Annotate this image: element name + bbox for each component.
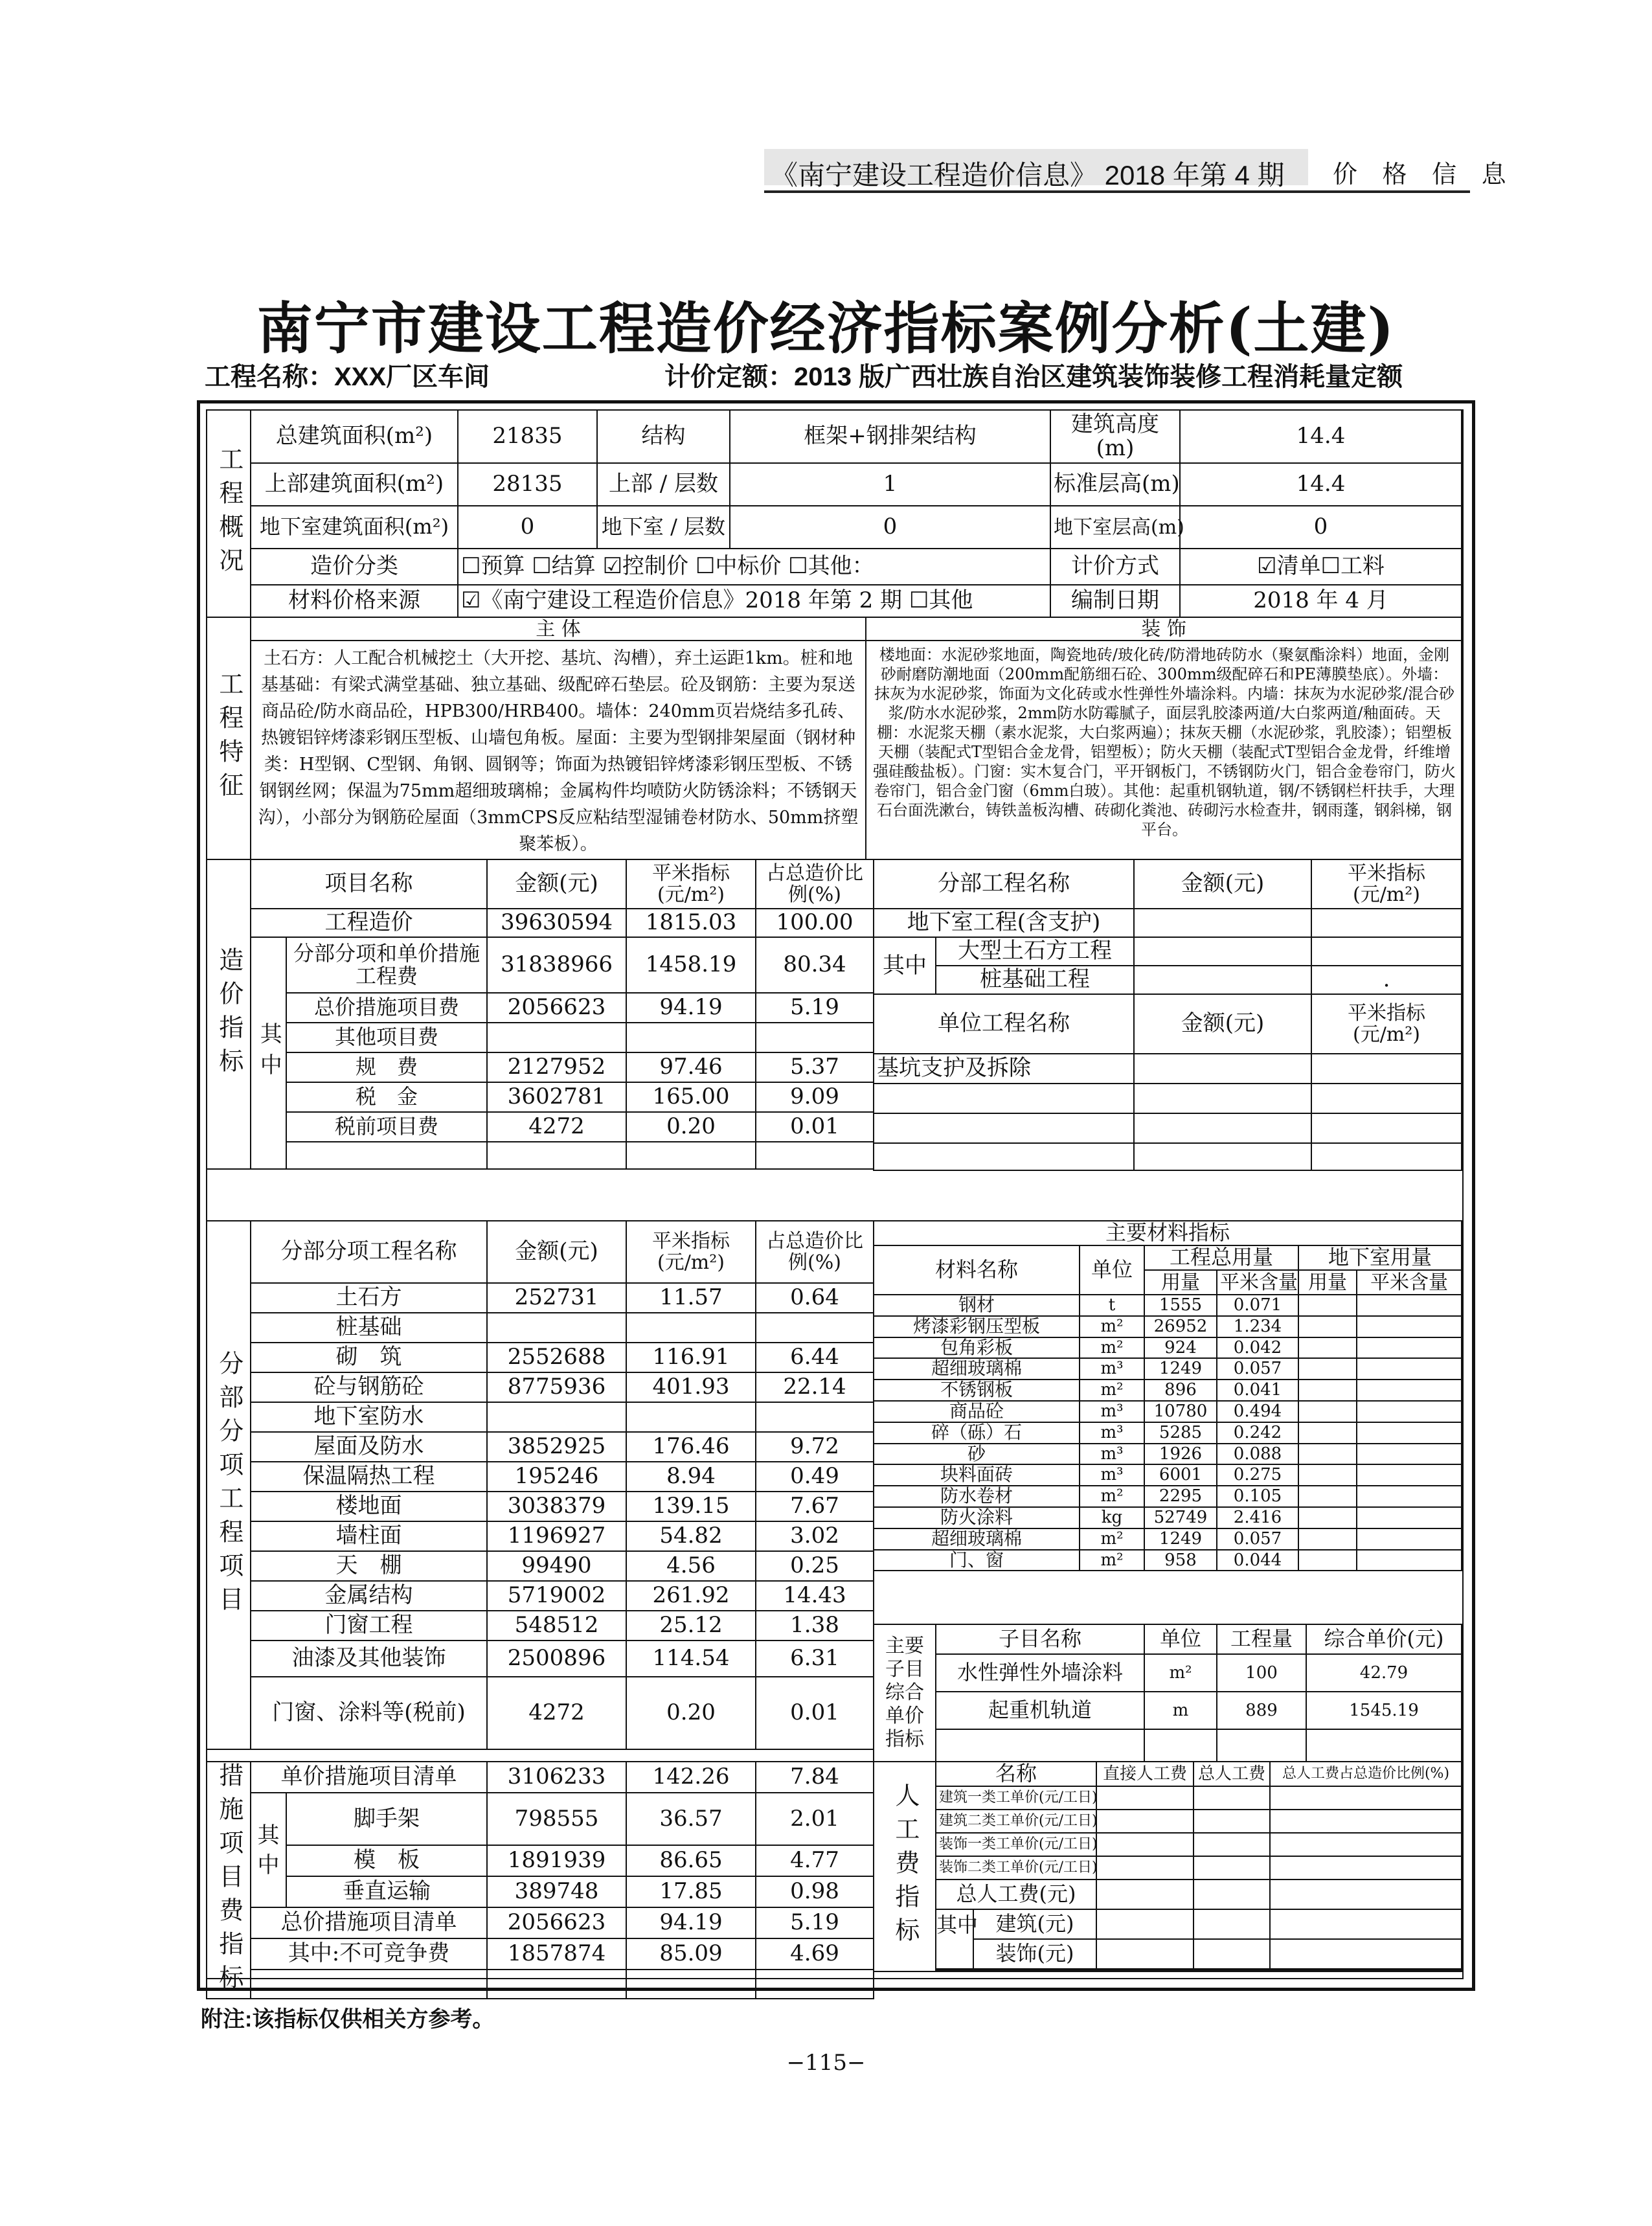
overview-cell: 0 xyxy=(730,506,1050,549)
table-cell: 1.38 xyxy=(756,1611,874,1641)
table-cell: 6.31 xyxy=(756,1641,874,1677)
overview-cell: 建筑高度(m) xyxy=(1050,410,1180,463)
qizhong-label: 其中 xyxy=(251,937,286,1169)
table-cell: 261.92 xyxy=(626,1581,756,1611)
table-cell: 86.65 xyxy=(626,1845,756,1876)
table-row: 商品砼 xyxy=(874,1401,1080,1422)
table-cell: 52749 xyxy=(1144,1507,1217,1528)
table-cell: 896 xyxy=(1144,1380,1217,1401)
sub-items-main-header: 工程量 xyxy=(1217,1624,1306,1654)
table-cell: 2056623 xyxy=(487,993,626,1023)
table-cell: 4.69 xyxy=(756,1938,874,1970)
table-cell: m³ xyxy=(1080,1358,1144,1380)
table-cell: 0.057 xyxy=(1217,1528,1298,1550)
overview-cell: 总建筑面积(m²) xyxy=(251,410,458,463)
table-cell: 39630594 xyxy=(487,909,626,937)
overview-cell: 标准层高(m) xyxy=(1050,463,1180,506)
materials-header: 平米含量 xyxy=(1217,1270,1298,1295)
table-row: 砂 xyxy=(874,1444,1080,1465)
table-row: 税 金 xyxy=(286,1082,487,1112)
table-cell: m xyxy=(1144,1692,1217,1729)
table-cell: 6001 xyxy=(1144,1464,1217,1486)
table-row: 屋面及防水 xyxy=(251,1432,487,1462)
table-row: 装饰二类工单价(元/工日) xyxy=(936,1856,1096,1880)
pricing-method-value: ☑清单☐工料 xyxy=(1180,549,1462,585)
table-row: 金属结构 xyxy=(251,1581,487,1611)
table-cell: 889 xyxy=(1217,1692,1306,1729)
table-row: 保温隔热工程 xyxy=(251,1462,487,1492)
right-header: 平米指标(元/m²) xyxy=(1311,859,1462,909)
table-row: 建筑一类工单价(元/工日) xyxy=(936,1786,1096,1810)
table-cell: 165.00 xyxy=(626,1082,756,1112)
features-decor-header: 装 饰 xyxy=(866,617,1462,641)
qizhong-label: 其中 xyxy=(936,1909,973,1969)
table-cell: 0.01 xyxy=(756,1112,874,1142)
table-row: 脚手架 xyxy=(286,1793,487,1845)
table-cell: 1891939 xyxy=(487,1845,626,1876)
material-source-label: 材料价格来源 xyxy=(251,585,458,617)
materials-header: 地下室用量 xyxy=(1298,1245,1462,1270)
table-cell: 4272 xyxy=(487,1677,626,1749)
table-cell: 5285 xyxy=(1144,1422,1217,1444)
table-row: 装饰一类工单价(元/工日) xyxy=(936,1833,1096,1856)
table-cell: 17.85 xyxy=(626,1876,756,1907)
page-title: 南宁市建设工程造价经济指标案例分析(土建) xyxy=(256,296,1396,361)
table-cell: 0.20 xyxy=(626,1112,756,1142)
overview-cell: 上部建筑面积(m²) xyxy=(251,463,458,506)
labor-table xyxy=(873,1761,1462,1972)
overview-cell: 28135 xyxy=(458,463,597,506)
right-header: 分部工程名称 xyxy=(874,859,1134,909)
table-row: 砌 筑 xyxy=(251,1343,487,1372)
header-publication: 《南宁建设工程造价信息》 2018 年第 4 期 xyxy=(771,160,1285,190)
table-cell: 0.088 xyxy=(1217,1444,1298,1465)
table-cell: 4.77 xyxy=(756,1845,874,1876)
table-row: 门窗、涂料等(税前) xyxy=(251,1677,487,1749)
table-cell: 116.91 xyxy=(626,1343,756,1372)
qizhong-label: 其中 xyxy=(251,1793,286,1907)
table-cell: 9.09 xyxy=(756,1082,874,1112)
table-row: 垂直运输 xyxy=(286,1876,487,1907)
table-cell xyxy=(487,1313,626,1343)
overview-table xyxy=(206,409,1462,618)
compile-date-label: 编制日期 xyxy=(1050,585,1180,617)
table-row: 不锈钢板 xyxy=(874,1380,1080,1401)
table-cell: 36.57 xyxy=(626,1793,756,1845)
table-cell: m³ xyxy=(1080,1422,1144,1444)
table-cell: 3038379 xyxy=(487,1492,626,1521)
features-main-text: 土石方：人工配合机械挖土（大开挖、基坑、沟槽），弃土运距1km。桩和地基基础：有梁式满堂基础、独立基础、级配碎石垫层。砼及钢筋：主要为泵送商品砼/防水商品砼，HPB300/HRB400。墙体：240mm页岩烧结多孔砖、热镀铝锌烤漆彩钢压型板、山墙包角板。屋面：主要为型钢排架屋面（钢材种类：H型钢、C型钢、角钢、圆钢等；饰面为热镀铝锌烤漆彩钢压型板、不锈钢钢丝网；保温为75mm超细玻璃棉；金属构件均喷防火防锈涂料；不锈钢天沟），小部分为钢筋砼屋面（3mmCPS反应粘结型湿铺卷材防水、50mm挤塑聚苯板）。 xyxy=(258,648,859,854)
table-row: 楼地面 xyxy=(251,1492,487,1521)
table-cell: m² xyxy=(1080,1550,1144,1571)
table-cell: m² xyxy=(1080,1486,1144,1507)
table-cell: 0.057 xyxy=(1217,1358,1298,1380)
features-table xyxy=(206,617,1462,860)
pricing-method-label: 计价方式 xyxy=(1050,549,1180,585)
materials-table xyxy=(873,1220,1462,1571)
table-cell: 0.49 xyxy=(756,1462,874,1492)
table-row: 总价措施项目清单 xyxy=(251,1907,487,1938)
materials-title: 主要材料指标 xyxy=(874,1221,1462,1245)
table-cell: 5.19 xyxy=(756,1907,874,1938)
labor-label: 人工费指标 xyxy=(874,1762,936,1971)
table-cell: 31838966 xyxy=(487,937,626,993)
table-cell: 2.416 xyxy=(1217,1507,1298,1528)
table-cell xyxy=(626,1023,756,1052)
materials-header: 用量 xyxy=(1298,1270,1357,1295)
table-cell: 139.15 xyxy=(626,1492,756,1521)
overview-cell: 地下室建筑面积(m²) xyxy=(251,506,458,549)
table-cell: 9.72 xyxy=(756,1432,874,1462)
table-cell: 0.275 xyxy=(1217,1464,1298,1486)
table-cell: 142.26 xyxy=(626,1762,756,1793)
overview-cell: 1 xyxy=(730,463,1050,506)
table-cell: m² xyxy=(1080,1337,1144,1359)
table-cell: 0.105 xyxy=(1217,1486,1298,1507)
sub-items-table xyxy=(206,1220,874,1750)
overview-cell: 框架+钢排架结构 xyxy=(730,410,1050,463)
table-row: 烤漆彩钢压型板 xyxy=(874,1316,1080,1337)
table-cell: 0.98 xyxy=(756,1876,874,1907)
table-cell xyxy=(487,1023,626,1052)
table-cell: 401.93 xyxy=(626,1372,756,1402)
table-cell: 0.242 xyxy=(1217,1422,1298,1444)
qizhong-label: 其中 xyxy=(874,937,936,994)
cost-index-right-table xyxy=(873,859,1462,1171)
table-cell: 176.46 xyxy=(626,1432,756,1462)
table-cell: 195246 xyxy=(487,1462,626,1492)
table-cell: 1196927 xyxy=(487,1521,626,1551)
measures-label: 措施项目费指标 xyxy=(207,1762,251,1999)
labor-header: 总人工费占总造价比例(%) xyxy=(1270,1762,1462,1786)
table-cell: t xyxy=(1080,1295,1144,1316)
table-row: 装饰(元) xyxy=(973,1939,1096,1969)
table-cell: 42.79 xyxy=(1306,1654,1462,1692)
table-cell: 2295 xyxy=(1144,1486,1217,1507)
table-row: 超细玻璃棉 xyxy=(874,1528,1080,1550)
overview-cell: 0 xyxy=(458,506,597,549)
cost-index-header: 项目名称 xyxy=(251,859,487,909)
table-row: 桩基础 xyxy=(251,1313,487,1343)
materials-header: 单位 xyxy=(1080,1245,1144,1295)
table-cell: 4.56 xyxy=(626,1551,756,1581)
overview-cell: 14.4 xyxy=(1180,463,1462,506)
table-cell: 114.54 xyxy=(626,1641,756,1677)
table-cell: 0.64 xyxy=(756,1283,874,1313)
table-cell: 80.34 xyxy=(756,937,874,993)
table-row: 钢材 xyxy=(874,1295,1080,1316)
table-row: 门、窗 xyxy=(874,1550,1080,1571)
table-cell: 5.37 xyxy=(756,1052,874,1082)
header-rule xyxy=(764,190,1470,193)
table-row: 碎（砾）石 xyxy=(874,1422,1080,1444)
cost-index-header: 金额(元) xyxy=(487,859,626,909)
table-row: 规 费 xyxy=(286,1052,487,1082)
unit-header: 金额(元) xyxy=(1134,994,1311,1054)
cost-category-value: ☐预算 ☐结算 ☑控制价 ☐中标价 ☐其他： xyxy=(458,549,1050,585)
table-cell: 1555 xyxy=(1144,1295,1217,1316)
table-cell xyxy=(626,1313,756,1343)
table-cell: m³ xyxy=(1080,1444,1144,1465)
table-cell: 0.044 xyxy=(1217,1550,1298,1571)
table-cell: 1458.19 xyxy=(626,937,756,993)
table-cell: 99490 xyxy=(487,1551,626,1581)
sub-items-header: 金额(元) xyxy=(487,1221,626,1283)
table-cell: 1249 xyxy=(1144,1358,1217,1380)
table-cell: 924 xyxy=(1144,1337,1217,1359)
table-cell: 10780 xyxy=(1144,1401,1217,1422)
table-cell: 4272 xyxy=(487,1112,626,1142)
table-cell xyxy=(487,1402,626,1432)
labor-header: 名称 xyxy=(936,1762,1096,1786)
table-cell: 0.25 xyxy=(756,1551,874,1581)
table-cell: 5.19 xyxy=(756,993,874,1023)
overview-cell: 14.4 xyxy=(1180,410,1462,463)
table-cell: 0.494 xyxy=(1217,1401,1298,1422)
overview-cell: 结构 xyxy=(597,410,730,463)
table-cell: 1249 xyxy=(1144,1528,1217,1550)
table-row: 分部分项和单价措施工程费 xyxy=(286,937,487,993)
table-row: 水性弹性外墙涂料 xyxy=(936,1654,1144,1692)
table-cell: 11.57 xyxy=(626,1283,756,1313)
sub-items-main-label: 主要子目综合单价指标 xyxy=(874,1624,936,1762)
table-cell: 54.82 xyxy=(626,1521,756,1551)
sub-items-main-header: 子目名称 xyxy=(936,1624,1144,1654)
table-row: 模 板 xyxy=(286,1845,487,1876)
table-cell: m³ xyxy=(1080,1401,1144,1422)
table-row: 油漆及其他装饰 xyxy=(251,1641,487,1677)
table-row: 防火涂料 xyxy=(874,1507,1080,1528)
table-cell: 1545.19 xyxy=(1306,1692,1462,1729)
table-cell: 1815.03 xyxy=(626,909,756,937)
materials-header: 工程总用量 xyxy=(1144,1245,1298,1270)
table-cell: 1926 xyxy=(1144,1444,1217,1465)
table-cell: 26952 xyxy=(1144,1316,1217,1337)
project-name: 工程名称：XXX厂区车间 xyxy=(205,363,490,391)
table-cell xyxy=(756,1313,874,1343)
compile-date-value: 2018 年 4 月 xyxy=(1180,585,1462,617)
unit-header: 平米指标(元/m²) xyxy=(1311,994,1462,1054)
table-cell: 3852925 xyxy=(487,1432,626,1462)
table-row: 砼与钢筋砼 xyxy=(251,1372,487,1402)
features-decor-text: 楼地面：水泥砂浆地面，陶瓷地砖/玻化砖/防滑地砖防水（聚氨酯涂料）地面，金刚砂耐磨防潮地面（200mm配筋细石砼、300mm级配碎石和PE薄膜垫底）。外墙：抹灰为水泥砂浆，饰面为文化砖或水性弹性外墙涂料。内墙：抹灰为水泥砂浆/混合砂浆/防水水泥砂浆，2mm防水防霉腻子，面层乳胶漆两道/大白浆两道/釉面砖。天棚：水泥浆天棚（素水泥浆，大白浆两遍）；抹灰天棚（水泥砂浆，乳胶漆）；铝塑板天棚（装配式T型铝合金龙骨，铝塑板）；防火天棚（装配式T型铝合金龙骨，纤维增强硅酸盐板）。门窗：实木复合门，平开钢板门，不锈钢防火门，铝合金卷帘门，防火卷帘门，铝合金门窗（6mm白玻）。其他：起重机钢轨道，钢/不锈钢栏杆扶手，大理石台面洗漱台，铸铁盖板沟槽、砖砌化粪池、砖砌污水检查井，钢雨蓬，钢斜梯，钢平台。 xyxy=(873,646,1456,839)
table-cell: 7.84 xyxy=(756,1762,874,1793)
table-cell: 14.43 xyxy=(756,1581,874,1611)
table-cell: . xyxy=(1311,966,1462,994)
table-cell: 0.041 xyxy=(1217,1380,1298,1401)
right-header: 金额(元) xyxy=(1134,859,1311,909)
table-cell: 25.12 xyxy=(626,1611,756,1641)
table-row: 防水卷材 xyxy=(874,1486,1080,1507)
table-cell: 2056623 xyxy=(487,1907,626,1938)
table-cell: 2500896 xyxy=(487,1641,626,1677)
overview-cell: 地下室 / 层数 xyxy=(597,506,730,549)
table-row: 其中:不可竞争费 xyxy=(251,1938,487,1970)
table-row: 地下室工程(含支护) xyxy=(874,909,1134,937)
table-row: 包角彩板 xyxy=(874,1337,1080,1359)
table-cell: 0.20 xyxy=(626,1677,756,1749)
materials-header: 用量 xyxy=(1144,1270,1217,1295)
table-cell: 97.46 xyxy=(626,1052,756,1082)
table-row: 块料面砖 xyxy=(874,1464,1080,1486)
features-label: 工程特征 xyxy=(207,617,251,859)
table-cell: 3.02 xyxy=(756,1521,874,1551)
table-cell: 100 xyxy=(1217,1654,1306,1692)
table-cell: 5719002 xyxy=(487,1581,626,1611)
table-cell: 548512 xyxy=(487,1611,626,1641)
materials-header: 平米含量 xyxy=(1357,1270,1462,1295)
table-cell: 1857874 xyxy=(487,1938,626,1970)
table-cell: 100.00 xyxy=(756,909,874,937)
table-cell: 798555 xyxy=(487,1793,626,1845)
table-row: 大型土石方工程 xyxy=(936,937,1134,966)
page-number: −115− xyxy=(786,2050,866,2076)
table-cell: 0.042 xyxy=(1217,1337,1298,1359)
table-cell: m² xyxy=(1080,1528,1144,1550)
table-row: 超细玻璃棉 xyxy=(874,1358,1080,1380)
table-cell xyxy=(626,1402,756,1432)
sub-items-label: 分部分项工程项目 xyxy=(207,1221,251,1749)
table-row: 门窗工程 xyxy=(251,1611,487,1641)
table-cell: 94.19 xyxy=(626,1907,756,1938)
table-row: 起重机轨道 xyxy=(936,1692,1144,1729)
table-cell: kg xyxy=(1080,1507,1144,1528)
table-row: 总价措施项目费 xyxy=(286,993,487,1023)
table-cell: 252731 xyxy=(487,1283,626,1313)
materials-header: 材料名称 xyxy=(874,1245,1080,1295)
table-cell: m² xyxy=(1144,1654,1217,1692)
overview-cell: 上部 / 层数 xyxy=(597,463,730,506)
table-row: 工程造价 xyxy=(251,909,487,937)
overview-cell: 0 xyxy=(1180,506,1462,549)
table-cell: m³ xyxy=(1080,1464,1144,1486)
table-cell: 7.67 xyxy=(756,1492,874,1521)
cost-index-header: 平米指标(元/m²) xyxy=(626,859,756,909)
table-row: 总人工费(元) xyxy=(936,1880,1096,1909)
sub-items-main-header: 单位 xyxy=(1144,1624,1217,1654)
table-row: 土石方 xyxy=(251,1283,487,1313)
cost-index-table xyxy=(206,859,874,1170)
table-row: 天 棚 xyxy=(251,1551,487,1581)
sub-items-main-table xyxy=(873,1624,1462,1762)
cost-category-label: 造价分类 xyxy=(251,549,458,585)
table-cell: 8775936 xyxy=(487,1372,626,1402)
features-main-header: 主 体 xyxy=(251,617,866,641)
table-row: 其他项目费 xyxy=(286,1023,487,1052)
sub-items-header: 平米指标(元/m²) xyxy=(626,1221,756,1283)
table-row: 地下室防水 xyxy=(251,1402,487,1432)
table-cell: 6.44 xyxy=(756,1343,874,1372)
table-cell: 1.234 xyxy=(1217,1316,1298,1337)
table-cell: 22.14 xyxy=(756,1372,874,1402)
sub-items-header: 占总造价比例(%) xyxy=(756,1221,874,1283)
table-row: 建筑二类工单价(元/工日) xyxy=(936,1810,1096,1833)
table-cell: m² xyxy=(1080,1380,1144,1401)
overview-cell: 地下室层高(m) xyxy=(1050,506,1180,549)
table-cell: 3106233 xyxy=(487,1762,626,1793)
table-row: 墙柱面 xyxy=(251,1521,487,1551)
table-row: 税前项目费 xyxy=(286,1112,487,1142)
header-section: 价 格 信 息 xyxy=(1333,161,1515,188)
sub-items-header: 分部分项工程名称 xyxy=(251,1221,487,1283)
overview-cell: 21835 xyxy=(458,410,597,463)
table-cell: 94.19 xyxy=(626,993,756,1023)
table-cell: 8.94 xyxy=(626,1462,756,1492)
table-row: 单价措施项目清单 xyxy=(251,1762,487,1793)
table-cell: 958 xyxy=(1144,1550,1217,1571)
table-cell: 2552688 xyxy=(487,1343,626,1372)
footnote: 附注:该指标仅供相关方参考。 xyxy=(201,2007,495,2032)
material-source-value: ☑《南宁建设工程造价信息》2018 年第 2 期 ☐其他 xyxy=(458,585,1050,617)
table-row: 基坑支护及拆除 xyxy=(874,1054,1134,1084)
table-cell xyxy=(756,1402,874,1432)
table-cell: 85.09 xyxy=(626,1938,756,1970)
unit-header: 单位工程名称 xyxy=(874,994,1134,1054)
table-row: 桩基础工程 xyxy=(936,966,1134,994)
table-cell: 389748 xyxy=(487,1876,626,1907)
table-cell: 2127952 xyxy=(487,1052,626,1082)
labor-header: 直接人工费 xyxy=(1096,1762,1194,1786)
pricing-quota: 计价定额：2013 版广西壮族自治区建筑装饰装修工程消耗量定额 xyxy=(664,363,1403,391)
table-cell: m² xyxy=(1080,1316,1144,1337)
overview-label: 工程概况 xyxy=(207,410,251,617)
cost-index-label: 造价指标 xyxy=(207,859,251,1169)
table-cell: 3602781 xyxy=(487,1082,626,1112)
table-row: 建筑(元) xyxy=(973,1909,1096,1939)
sub-items-main-header: 综合单价(元) xyxy=(1306,1624,1462,1654)
measures-table xyxy=(206,1761,874,1999)
table-cell: 0.071 xyxy=(1217,1295,1298,1316)
table-cell: 2.01 xyxy=(756,1793,874,1845)
table-cell: 0.01 xyxy=(756,1677,874,1749)
cost-index-header: 占总造价比例(%) xyxy=(756,859,874,909)
labor-header: 总人工费 xyxy=(1194,1762,1270,1786)
table-cell xyxy=(756,1023,874,1052)
